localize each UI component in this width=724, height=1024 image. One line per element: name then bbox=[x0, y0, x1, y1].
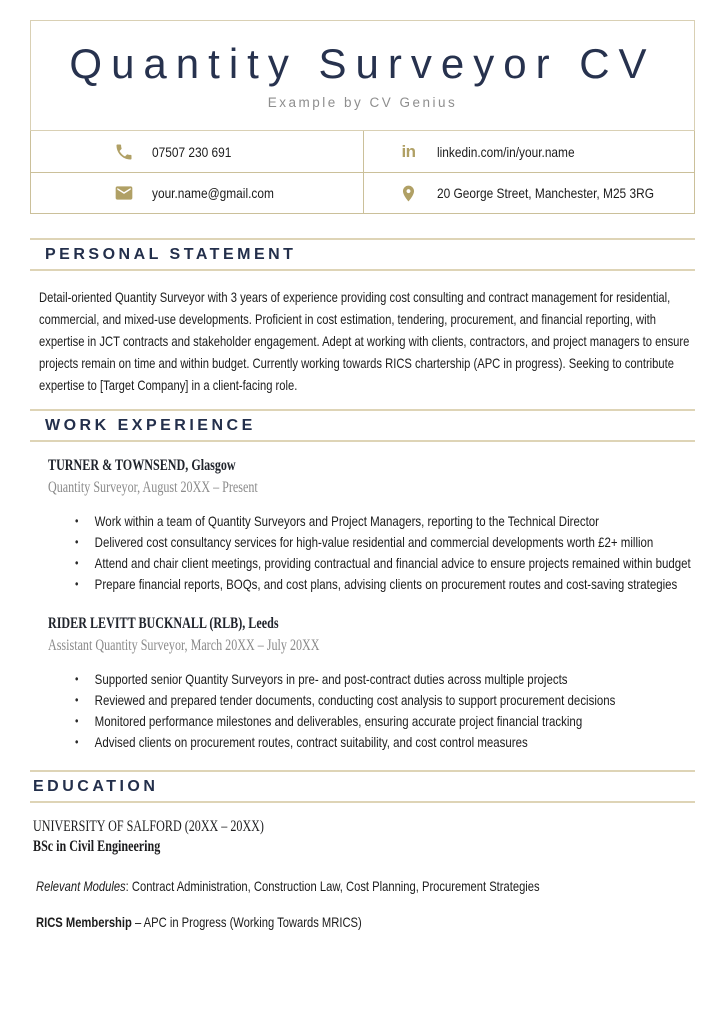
address-value: 20 George Street, Manchester, M25 3RG bbox=[436, 185, 654, 201]
bullet-text: Delivered cost consultancy services for high-value residential and commercial developments worth £2+ million bbox=[94, 534, 654, 550]
relevant-modules-label: Relevant Modules bbox=[36, 878, 126, 894]
bullet-text: Attend and chair client meetings, providing contractual and financial advice to ensure projects remained within budget bbox=[94, 555, 691, 571]
section-heading-personal-statement bbox=[30, 238, 695, 271]
employer-name: RIDER LEVITT BUCKNALL (RLB), Leeds bbox=[48, 615, 279, 632]
linkedin-glyph: in bbox=[401, 142, 416, 161]
linkedin-value[interactable]: linkedin.com/in/your.name bbox=[436, 143, 575, 160]
bullet-item bbox=[75, 669, 693, 690]
contact-linkedin bbox=[363, 131, 695, 172]
linkedin-icon bbox=[398, 141, 420, 163]
relevant-modules-line bbox=[36, 875, 708, 897]
job-entry-rlb bbox=[48, 614, 695, 753]
email-icon bbox=[113, 182, 135, 204]
education-heading: EDUCATION bbox=[33, 778, 159, 795]
degree-name: BSc in Civil Engineering bbox=[33, 838, 161, 855]
bullet-marker: • bbox=[75, 714, 79, 728]
cv-title: Quantity Surveyor CV bbox=[69, 40, 656, 87]
contact-phone bbox=[31, 131, 363, 172]
bullet-text: Monitored performance milestones and deliverables, ensuring accurate project financial tracking bbox=[94, 713, 583, 729]
bullet-marker: • bbox=[75, 514, 79, 528]
rics-membership-label: RICS Membership bbox=[36, 914, 132, 930]
phone-icon bbox=[113, 141, 135, 163]
bullet-text: Advised clients on procurement routes, contract suitability, and cost control measures bbox=[94, 734, 528, 750]
job-entry-turner-townsend bbox=[48, 456, 695, 595]
bullet-text: Supported senior Quantity Surveyors in pre- and post-contract duties across multiple projects bbox=[94, 671, 568, 687]
bullet-marker: • bbox=[75, 693, 79, 707]
bullet-text: Prepare financial reports, BOQs, and cost plans, advising clients on procurement routes and cost-saving strategies bbox=[94, 576, 678, 592]
contact-address bbox=[363, 172, 695, 213]
personal-statement-heading: PERSONAL STATEMENT bbox=[45, 246, 297, 263]
section-heading-work-experience bbox=[30, 409, 695, 442]
location-icon bbox=[398, 182, 420, 204]
rics-membership-line bbox=[36, 911, 708, 933]
bullet-marker: • bbox=[75, 735, 79, 749]
relevant-modules-list: : Contract Administration, Construction Law, Cost Planning, Procurement Strategies bbox=[125, 878, 540, 894]
bullet-marker: • bbox=[75, 577, 79, 591]
role-and-dates: Assistant Quantity Surveyor, March 20XX – July 20XX bbox=[48, 637, 320, 654]
bullet-marker: • bbox=[75, 556, 79, 570]
job-bullet-list bbox=[75, 669, 693, 753]
university-name: UNIVERSITY OF SALFORD (20XX – 20XX) bbox=[33, 818, 264, 835]
bullet-item bbox=[75, 553, 693, 574]
bullet-item bbox=[75, 732, 693, 753]
bullet-text: Reviewed and prepared tender documents, conducting cost analysis to support procurement decisions bbox=[94, 692, 616, 708]
email-value[interactable]: your.name@gmail.com bbox=[152, 185, 274, 201]
bullet-item bbox=[75, 711, 693, 732]
job-bullet-list bbox=[75, 511, 693, 595]
bullet-item bbox=[75, 690, 693, 711]
role-and-dates: Quantity Surveyor, August 20XX – Present bbox=[48, 479, 258, 496]
contact-table bbox=[30, 131, 695, 214]
cv-subtitle: Example by CV Genius bbox=[267, 95, 458, 110]
education-entry bbox=[33, 817, 695, 933]
rics-membership-status: – APC in Progress (Working Towards MRICS) bbox=[131, 914, 362, 930]
bullet-text: Work within a team of Quantity Surveyors and Project Managers, reporting to the Technical Director bbox=[94, 513, 599, 529]
bullet-item bbox=[75, 532, 693, 553]
personal-statement-body: Detail-oriented Quantity Surveyor with 3 years of experience providing cost consulting and contract management for residential, commercial, and mixed-use developments. Proficient in cost estimation, tendering, procurement, and financial reporting, with expertise in JCT contracts and stakeholder engagement. Adept at working with clients, contractors, and project managers to ensure projects remain on time and within budget. Currently working towards RICS chartership (APC in progress). Seeking to contribute expertise to [Target Company] in a client-facing role. bbox=[39, 289, 690, 393]
employer-name: TURNER & TOWNSEND, Glasgow bbox=[48, 457, 236, 474]
work-experience-heading: WORK EXPERIENCE bbox=[45, 417, 256, 434]
contact-email bbox=[31, 172, 363, 213]
section-heading-education bbox=[30, 770, 695, 803]
bullet-marker: • bbox=[75, 535, 79, 549]
bullet-marker: • bbox=[75, 672, 79, 686]
bullet-item bbox=[75, 574, 693, 595]
cv-header bbox=[30, 20, 695, 131]
bullet-item bbox=[75, 511, 693, 532]
phone-value: 07507 230 691 bbox=[152, 143, 232, 160]
